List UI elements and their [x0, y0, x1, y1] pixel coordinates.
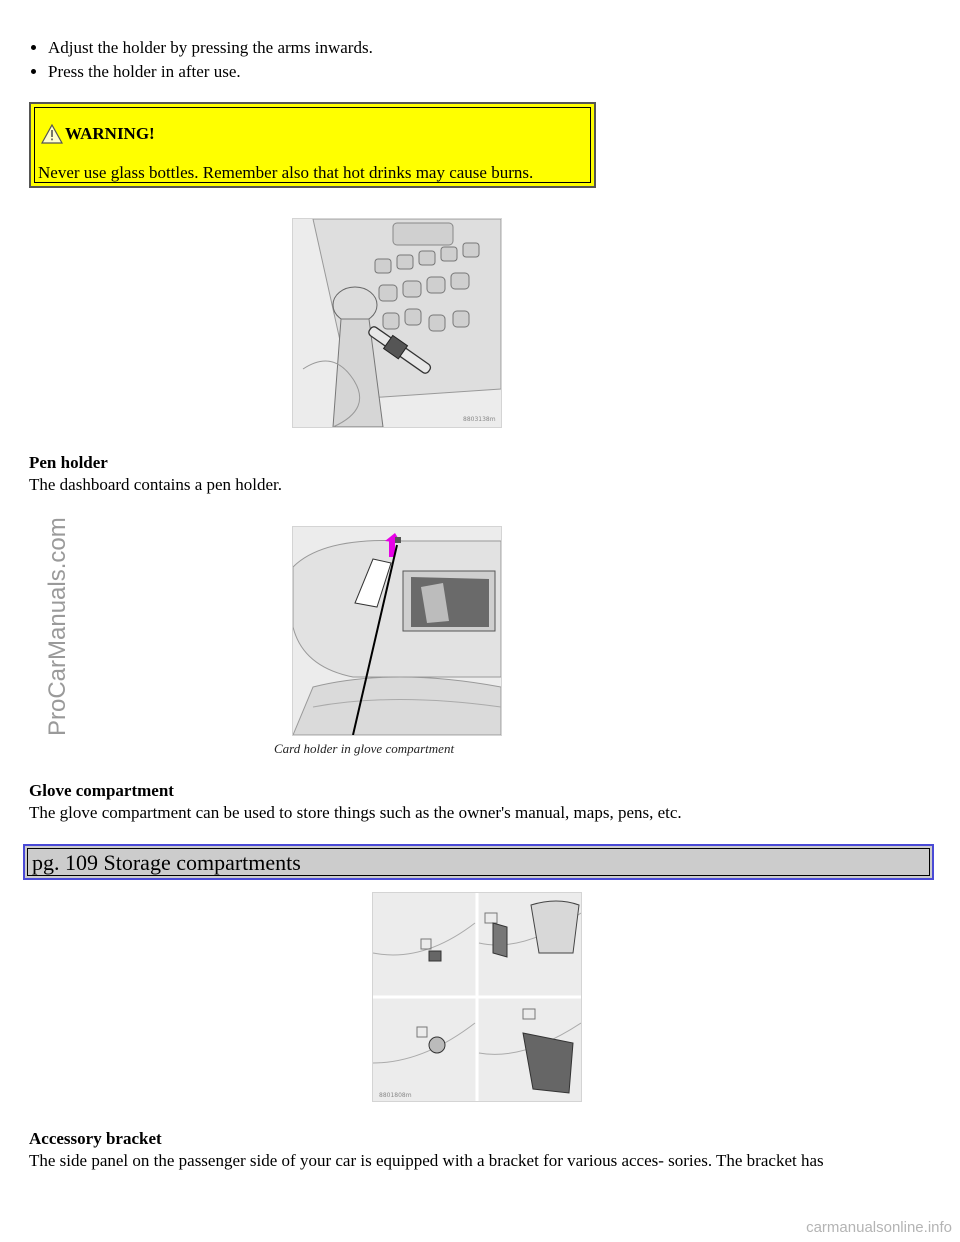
figure-code: 8803138m	[463, 416, 496, 423]
accessory-bracket-section	[29, 1128, 824, 1172]
glove-compartment-section	[29, 780, 682, 824]
figure-code: 8801808m	[379, 1092, 412, 1099]
warning-title-text: WARNING!	[65, 124, 155, 143]
pen-holder-illustration	[292, 218, 502, 428]
section-text: The dashboard contains a pen holder.	[29, 475, 283, 494]
glove-compartment-illustration	[292, 526, 502, 736]
side-watermark: ProCarManuals.com	[44, 517, 71, 736]
warning-triangle-icon	[41, 124, 63, 144]
bottom-watermark: carmanualsonline.info	[806, 1219, 952, 1236]
instruction-list	[28, 36, 373, 84]
accessory-bracket-illustration	[372, 892, 582, 1102]
page-header-bar	[23, 844, 934, 880]
list-item: • Adjust the holder by pressing the arms inwards.	[48, 36, 373, 60]
section-heading: Accessory bracket	[29, 1129, 162, 1148]
figure-caption: Card holder in glove compartment	[274, 741, 455, 756]
warning-box	[29, 102, 596, 188]
section-heading: Glove compartment	[29, 781, 174, 800]
section-heading: Pen holder	[29, 453, 108, 472]
pen-holder-section	[29, 452, 282, 496]
warning-text: Never use glass bottles. Remember also that hot drinks may cause burns.	[38, 163, 534, 182]
section-text: The side panel on the passenger side of your car is equipped with a bracket for various acces- sories. The bracket has	[29, 1151, 824, 1170]
list-item: • Press the holder in after use.	[48, 60, 373, 84]
warning-title	[41, 124, 155, 144]
page-header-title: pg. 109 Storage compartments	[32, 850, 301, 875]
section-text: The glove compartment can be used to store things such as the owner's manual, maps, pens, etc.	[29, 803, 682, 822]
